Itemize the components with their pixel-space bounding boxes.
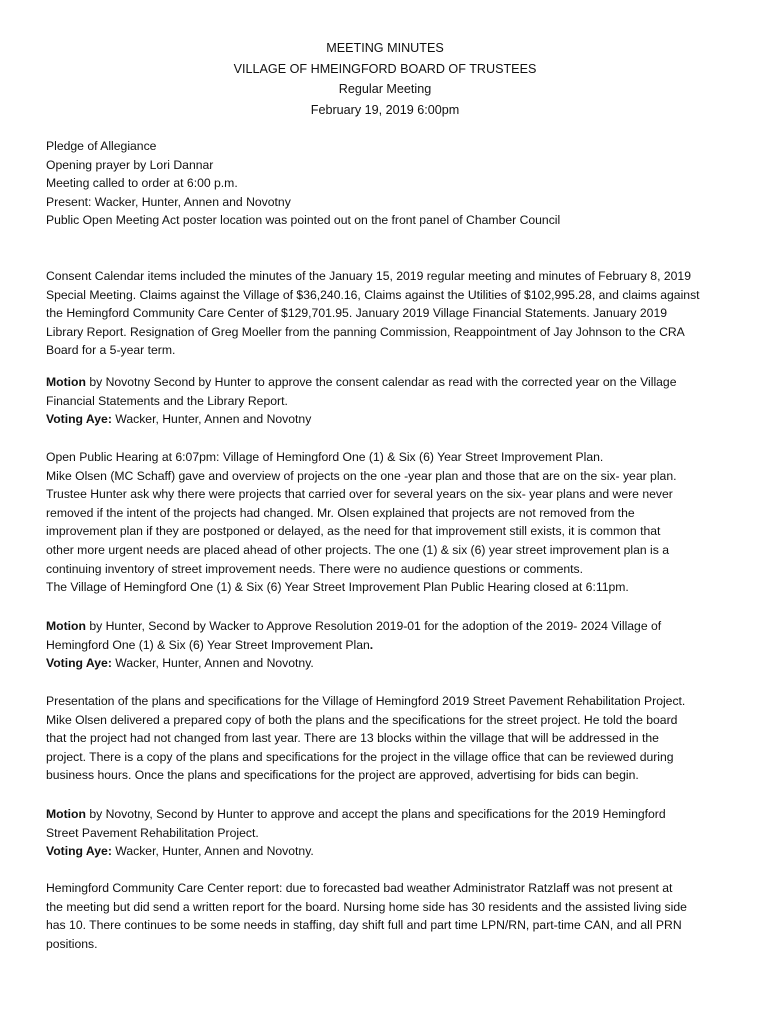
hearing-line: continuing inventory of street improvement needs. There were no audience questions or comments. xyxy=(46,561,583,576)
hearing-line: improvement plan if they are postponed or delayed, as the need for that improvement still exists, it is common that xyxy=(46,524,661,539)
care-center-line: Hemingford Community Care Center report: due to forecasted bad weather Administrator Ratzlaff was not present at xyxy=(46,881,673,895)
vote-line xyxy=(46,654,726,673)
header-organization: VILLAGE OF HMEINGFORD BOARD OF TRUSTEES xyxy=(233,61,537,76)
motion-label: Motion xyxy=(46,619,86,633)
vote-text: Wacker, Hunter, Annen and Novotny. xyxy=(111,844,314,859)
vote-text: Wacker, Hunter, Annen and Novotny xyxy=(111,412,312,427)
vote-line xyxy=(46,842,726,861)
hearing-line: other more urgent needs are placed ahead of other projects. The one (1) & six (6) year street improvement plan is a xyxy=(46,542,670,557)
presentation-line: that the project had not changed from last year. There are 13 blocks within the village that will be addressed in the xyxy=(46,731,659,746)
opening-line: Opening prayer by Lori Dannar xyxy=(46,157,214,172)
header-meeting-type: Regular Meeting xyxy=(338,82,432,96)
presentation-line: Presentation of the plans and specifications for the Village of Hemingford 2019 Street Pavement Rehabilitation Project. xyxy=(46,694,686,708)
hearing-line: Open Public Hearing at 6:07pm: Village of Hemingford One (1) & Six (6) Year Street Improvement Plan. xyxy=(46,450,604,464)
opening-line: Pledge of Allegiance xyxy=(46,139,157,153)
opening-section xyxy=(46,137,726,230)
header-date: February 19, 2019 6:00pm xyxy=(310,102,460,117)
consent-line: Special Meeting. Claims against the Village of $36,240.16, Claims against the Utilities of $102,995.28, and claims against xyxy=(46,287,700,302)
header-title: MEETING MINUTES xyxy=(326,41,444,55)
vote-label: Voting Aye: xyxy=(46,656,112,671)
care-center-line: the meeting but did send a written report for the board. Nursing home side has 30 residents and the assisted living side xyxy=(46,899,687,914)
hearing-line: The Village of Hemingford One (1) & Six (6) Year Street Improvement Plan Public Hearing closed at 6:11pm. xyxy=(46,580,629,595)
hearing-line: Trustee Hunter ask why there were projects that carried over for several years on the six- year plans and were never xyxy=(46,487,673,502)
presentation-line: business hours. Once the plans and specifications for the project are approved, advertising for bids can begin. xyxy=(46,768,639,783)
consent-line: Consent Calendar items included the minutes of the January 15, 2019 regular meeting and minutes of February 8, 2019 xyxy=(46,269,691,283)
opening-line: Meeting called to order at 6:00 p.m. xyxy=(46,176,238,191)
presentation-section xyxy=(46,692,726,785)
motion-line xyxy=(46,617,726,636)
motion-consent-section xyxy=(46,373,726,429)
motion-text: by Hunter, Second by Wacker to Approve Resolution 2019-01 for the adoption of the 2019- 2024 Village of xyxy=(85,619,662,633)
presentation-line: Mike Olsen delivered a prepared copy of both the plans and the specifications for the street project. He told the board xyxy=(46,712,678,727)
motion-line xyxy=(46,805,726,824)
care-center-line: positions. xyxy=(46,936,98,951)
motion-text: by Novotny, Second by Hunter to approve and accept the plans and specifications for the 2019 Hemingford xyxy=(85,807,666,821)
motion-text-continued: Street Pavement Rehabilitation Project. xyxy=(46,825,259,840)
public-hearing-section xyxy=(46,448,726,597)
consent-line: Library Report. Resignation of Greg Moeller from the panning Commission, Reappointment of Jay Johnson to the CRA xyxy=(46,324,685,339)
hearing-line: removed if the intent of the projects had changed. Mr. Olsen explained that projects are not removed from the xyxy=(46,505,635,520)
motion-resolution-section xyxy=(46,617,726,673)
motion-text-continued: Financial Statements and the Library Report. xyxy=(46,393,288,408)
vote-label: Voting Aye: xyxy=(46,412,112,427)
motion-line xyxy=(46,373,726,392)
opening-line: Public Open Meeting Act poster location was pointed out on the front panel of Chamber Council xyxy=(46,213,561,228)
motion-plans-section xyxy=(46,805,726,861)
motion-text-continued: Hemingford One (1) & Six (6) Year Street Improvement Plan. xyxy=(46,637,374,652)
consent-calendar-section xyxy=(46,267,726,360)
care-center-line: has 10. There continues to be some needs in staffing, day shift full and part time LPN/RN, part-time CAN, and all PRN xyxy=(46,918,682,933)
presentation-line: project. There is a copy of the plans and specifications for the project in the village office that can be reviewed during xyxy=(46,749,674,764)
motion-label: Motion xyxy=(46,807,86,821)
motion-label: Motion xyxy=(46,375,86,389)
consent-line: the Hemingford Community Care Center of $129,701.95. January 2019 Village Financial Statements. January 2019 xyxy=(46,306,668,321)
document-header xyxy=(0,38,770,120)
consent-line: Board for a 5-year term. xyxy=(46,343,176,358)
vote-line xyxy=(46,410,726,429)
motion-text: by Novotny Second by Hunter to approve the consent calendar as read with the corrected year on the Village xyxy=(85,375,677,389)
vote-label: Voting Aye: xyxy=(46,844,112,859)
hearing-line: Mike Olsen (MC Schaff) gave and overview of projects on the one -year plan and those that are on the six- year plan. xyxy=(46,468,677,483)
vote-text: Wacker, Hunter, Annen and Novotny. xyxy=(111,656,314,671)
care-center-section xyxy=(46,879,726,953)
opening-line: Present: Wacker, Hunter, Annen and Novotny xyxy=(46,194,291,209)
